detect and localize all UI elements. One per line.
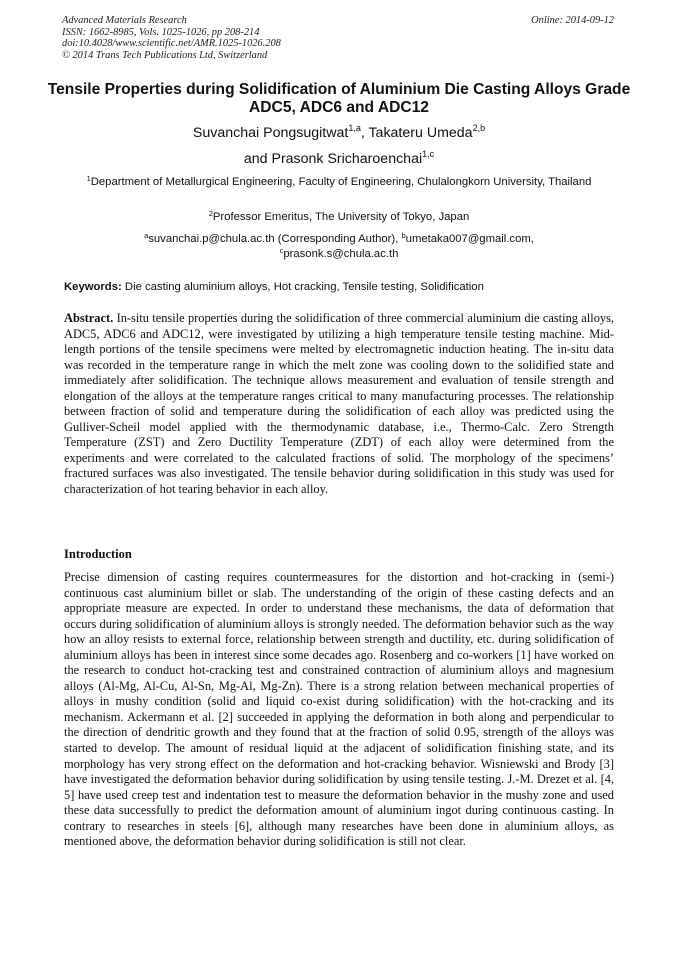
doi-line: doi:10.4028/www.scientific.net/AMR.1025-1026.208 (62, 38, 281, 50)
affiliation-1 (66, 175, 612, 190)
affiliation-1-text: Department of Metallurgical Engineering, Faculty of Engineering, Chulalongkorn University, Thailand (90, 176, 592, 188)
affiliation-1-mark: 1 (86, 174, 91, 183)
email-b: umetaka007@gmail.com, (405, 233, 534, 245)
abstract-text: In-situ tensile properties during the solidification of three commercial aluminium die casting alloys, ADC5, ADC6 and ADC12, were investigated by utilizing a high temperature tensile testing machine. Mid-length portions of the tensile specimens were melted by electromagnetic induction heating. The in-situ data was recorded in the temperature range in which the melt zone was cooling down to the solidified state and immediately after solidification. The technique allows measurement and evaluation of tensile strength and elongation of the alloys at the temperature ranges critical to many manufacturing processes. The relationship between fraction of solid and temperature during the solidification of each alloy was predicted using the Gulliver-Scheil model applied with the thermodynamic database, i.e., Thermo-Calc. Zero Strength Temperature (ZST) and Zero Ductility Temperature (ZDT) of each alloy were determined from the experiments and were correlated to the calculated fractions of solid. The morphology of the specimens’ fractured surfaces was also investigated. The tensile behavior during solidification in this study was used for characterization of hot tearing behavior in each alloy. (64, 311, 614, 497)
email-a: suvanchai.p@chula.ac.th (Corresponding Author), (148, 233, 402, 245)
author-2: Takateru Umeda (368, 125, 473, 141)
author-emails (66, 232, 612, 262)
journal-name: Advanced Materials Research (62, 15, 187, 26)
author-separator: , (360, 125, 369, 141)
online-date: Online: 2014-09-12 (531, 15, 614, 26)
email-a-mark: a (144, 231, 149, 240)
abstract-label: Abstract. (64, 311, 114, 325)
authors-line-1 (40, 124, 638, 142)
authors-line-2 (40, 150, 638, 168)
issn-line: ISSN: 1662-8985, Vols. 1025-1026, pp 208-214 (62, 26, 260, 38)
affiliation-2-text: Professor Emeritus, The University of Tokyo, Japan (212, 211, 470, 223)
email-b-mark: b (401, 231, 406, 240)
keywords (64, 280, 616, 294)
affiliation-2-mark: 2 (208, 209, 213, 218)
journal-header (62, 15, 614, 61)
author-3: Prasonk Sricharoenchai (271, 151, 423, 167)
author-1: Suvanchai Pongsugitwat (192, 125, 349, 141)
introduction-heading: Introduction (64, 547, 132, 561)
keywords-text: Die casting aluminium alloys, Hot cracking, Tensile testing, Solidification (121, 281, 484, 293)
paper-title: Tensile Properties during Solidification of Aluminium Die Casting Alloys Grade ADC5, ADC6 and ADC12 (47, 81, 631, 116)
author-2-affiliation-mark: 2,b (472, 123, 486, 133)
introduction-text: Precise dimension of casting requires countermeasures for the distortion and hot-cracking in (semi-) continuous cast aluminium billet or slab. The understanding of the origin of these casting defects and an appropriate measure are expected. In order to understand these mechanisms, the data of deformation that occurs during solidification of aluminium alloys is strongly needed. The deformation behavior such as the way how an alloy resists to external force, relationship between strength and ductility, etc. during solidification of aluminium alloys has been in interest since some decades ago. Rosenberg and co-workers [1] have worked on the research to conduct hot-cracking test and constrained contraction of aluminium alloys and magnesium alloys (Al-Mg, Al-Cu, Al-Sn, Mg-Al, Mg-Zn). There is a strong relation between mechanical properties of alloys in mushy condition (solid and liquid co-exist during solidification) with the hot-cracking and its mechanism. Ackermann et al. [2] succeeded in applying the deformation in both along and perpendicular to the direction of dendritic growth and they found that at the fraction of solid 0.95, strength of the alloys was started to develop. The amount of residual liquid at the adjacent of solidification finishing state, and its morphology has very strong effect on the deformation and hot-cracking behavior. Wisniewski and Brody [3] have investigated the deformation behavior during solidification by using tensile testing. J.-M. Drezet et al. [4, 5] have used creep test and indentation test to measure the deformation behavior in the mushy zone and used these data successfully to predict the deformation amount of aluminium ingot during continuous casting. In contrary to researches in steels [6], although many researches have been done in aluminium alloys, as mentioned above, the deformation behavior during solidification is still not clear. (64, 570, 614, 849)
email-c-mark: c (279, 246, 284, 255)
abstract (64, 311, 614, 498)
keywords-label: Keywords: (64, 281, 122, 293)
author-3-affiliation-mark: 1,c (422, 149, 435, 159)
author-1-affiliation-mark: 1,a (348, 123, 361, 133)
email-c: prasonk.s@chula.ac.th (283, 248, 399, 260)
affiliation-2 (66, 210, 612, 225)
author-and: and (243, 151, 272, 167)
copyright-line: © 2014 Trans Tech Publications Ltd, Switzerland (62, 49, 268, 61)
